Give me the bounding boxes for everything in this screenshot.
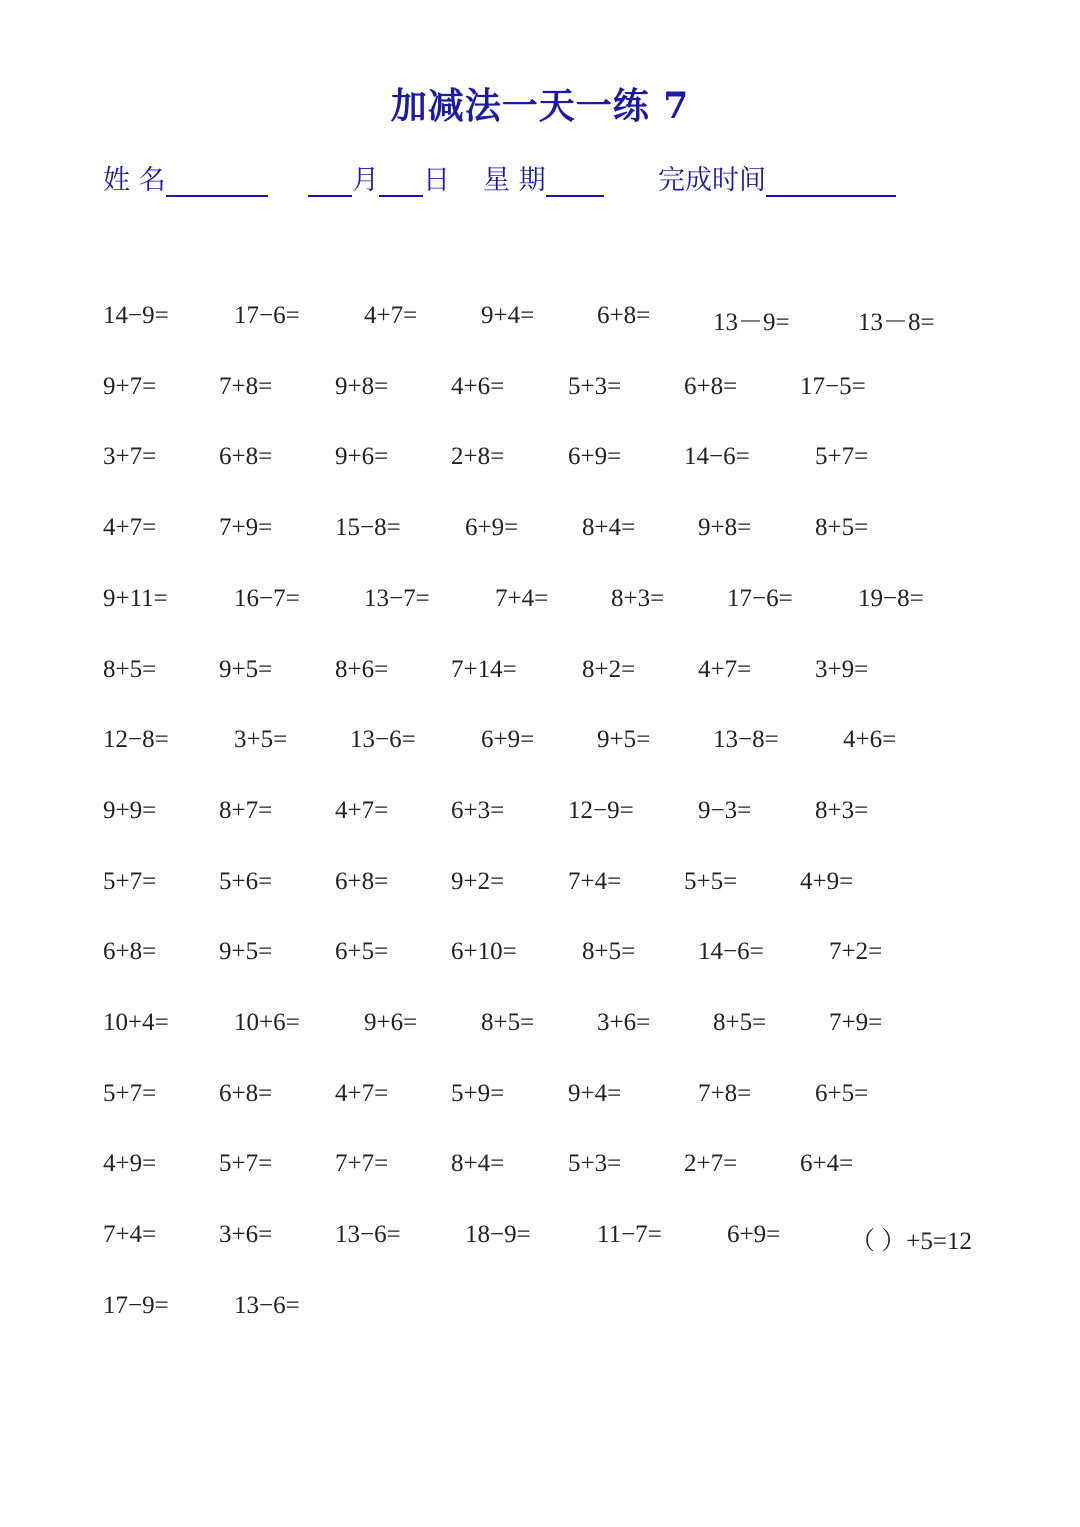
problem-item: 9+6= bbox=[364, 1009, 418, 1036]
problem-item: 8+3= bbox=[815, 796, 869, 824]
problem-item: 3+7= bbox=[103, 443, 157, 471]
problem-item: 17−5= bbox=[800, 372, 866, 400]
problem-item: 8+5= bbox=[815, 514, 869, 542]
problem-item: 4+6= bbox=[843, 726, 897, 754]
name-blank[interactable] bbox=[166, 167, 268, 197]
problem-row bbox=[0, 514, 1080, 554]
problem-row bbox=[0, 373, 1080, 413]
problem-item: 13−7= bbox=[364, 584, 430, 612]
problem-item: 9+2= bbox=[451, 867, 505, 895]
day-label: 日 bbox=[423, 165, 450, 196]
problem-item: 3+6= bbox=[597, 1009, 651, 1036]
problem-row bbox=[0, 726, 1080, 766]
problem-item: 7+8= bbox=[698, 1079, 752, 1107]
problem-item: 18−9= bbox=[465, 1221, 531, 1249]
problem-item: 15−8= bbox=[335, 514, 401, 542]
name-field bbox=[103, 158, 268, 197]
problem-item: 5+7= bbox=[219, 1150, 273, 1178]
problem-row bbox=[0, 1080, 1080, 1120]
problem-item: 3+6= bbox=[219, 1221, 273, 1249]
problem-item: 4+7= bbox=[103, 514, 157, 542]
problem-item: 8+6= bbox=[335, 655, 389, 683]
problem-item: 5+7= bbox=[103, 867, 157, 895]
problem-item: 5+7= bbox=[815, 443, 869, 471]
problem-item: 6+8= bbox=[684, 372, 738, 400]
problem-item: 8+5= bbox=[481, 1009, 535, 1036]
problem-item: 12−8= bbox=[103, 726, 169, 754]
problem-row bbox=[0, 302, 1080, 342]
month-label: 月 bbox=[352, 165, 379, 196]
name-label: 姓 名 bbox=[103, 165, 166, 196]
time-label: 完成时间 bbox=[658, 165, 766, 196]
time-field bbox=[658, 158, 896, 197]
problem-item: 9+4= bbox=[481, 302, 535, 329]
problem-item: 9+5= bbox=[219, 938, 273, 966]
problem-item: 9+11= bbox=[103, 584, 168, 612]
problem-item: 6+8= bbox=[219, 1079, 273, 1107]
problem-item: 8+4= bbox=[451, 1150, 505, 1178]
problem-item: 8+5= bbox=[103, 655, 157, 683]
problem-item: 9+5= bbox=[219, 655, 273, 683]
problem-item: 12−9= bbox=[568, 796, 634, 824]
problem-item: 6+9= bbox=[465, 514, 519, 542]
weekday-label: 星 期 bbox=[483, 165, 546, 196]
problem-item: 9+7= bbox=[103, 372, 157, 400]
problem-item: 6+8= bbox=[103, 938, 157, 966]
problem-row bbox=[0, 585, 1080, 625]
problem-item: 14−6= bbox=[698, 938, 764, 966]
problem-item: 5+5= bbox=[684, 867, 738, 895]
problem-item: 9+8= bbox=[335, 372, 389, 400]
problem-item: 3+9= bbox=[815, 655, 869, 683]
problem-item: 5+3= bbox=[568, 1150, 622, 1178]
problem-item: 9+5= bbox=[597, 726, 651, 754]
problem-item: 8+2= bbox=[582, 655, 636, 683]
problem-item: 4+9= bbox=[103, 1150, 157, 1178]
problem-item: 9+8= bbox=[698, 514, 752, 542]
problem-item: 17−9= bbox=[103, 1291, 169, 1319]
problem-item: 8+5= bbox=[582, 938, 636, 966]
problem-item: 17−6= bbox=[727, 584, 793, 612]
problem-item: 13−6= bbox=[234, 1291, 300, 1319]
problem-row bbox=[0, 1221, 1080, 1261]
problem-item: 16−7= bbox=[234, 584, 300, 612]
weekday-blank[interactable] bbox=[546, 167, 604, 197]
problem-item: 7+4= bbox=[103, 1221, 157, 1249]
problem-item: 17−6= bbox=[234, 302, 300, 329]
problem-row bbox=[0, 1292, 1080, 1332]
problem-item: 2+7= bbox=[684, 1150, 738, 1178]
problem-item: 7+8= bbox=[219, 372, 273, 400]
problem-item: 7+2= bbox=[829, 938, 883, 966]
problem-item: 4+7= bbox=[364, 302, 418, 329]
problem-item: 6+10= bbox=[451, 938, 517, 966]
time-blank[interactable] bbox=[766, 167, 896, 197]
problem-row bbox=[0, 797, 1080, 837]
problem-row bbox=[0, 938, 1080, 978]
problem-item: 10+6= bbox=[234, 1009, 300, 1036]
problem-item: 13－9= bbox=[713, 309, 790, 336]
problem-item: 8+7= bbox=[219, 796, 273, 824]
problem-row bbox=[0, 443, 1080, 483]
problem-item: 7+4= bbox=[495, 584, 549, 612]
problem-item: 13－8= bbox=[858, 309, 935, 336]
problem-item: 8+5= bbox=[713, 1009, 767, 1036]
problem-row bbox=[0, 656, 1080, 696]
problem-item: 6+3= bbox=[451, 796, 505, 824]
problem-item: 6+4= bbox=[800, 1150, 854, 1178]
problem-item: 6+5= bbox=[815, 1079, 869, 1107]
problem-row bbox=[0, 1150, 1080, 1190]
day-blank[interactable] bbox=[379, 167, 423, 197]
problem-item: 9+9= bbox=[103, 796, 157, 824]
problem-item: 4+7= bbox=[335, 796, 389, 824]
problem-item: 2+8= bbox=[451, 443, 505, 471]
problem-item: 3+5= bbox=[234, 726, 288, 754]
problem-item: 6+9= bbox=[568, 443, 622, 471]
problem-item: 11−7= bbox=[597, 1221, 662, 1249]
problem-item: 8+4= bbox=[582, 514, 636, 542]
problem-item: 8+3= bbox=[611, 584, 665, 612]
problem-item: 9−3= bbox=[698, 796, 752, 824]
problem-row bbox=[0, 868, 1080, 908]
worksheet-title: 加减法一天一练 7 bbox=[390, 85, 690, 127]
problem-item: 6+5= bbox=[335, 938, 389, 966]
problem-item: 7+9= bbox=[829, 1009, 883, 1036]
problem-item: 9+4= bbox=[568, 1079, 622, 1107]
problem-item: 6+9= bbox=[481, 726, 535, 754]
problem-item: 13−6= bbox=[335, 1221, 401, 1249]
problem-row bbox=[0, 1009, 1080, 1049]
problem-item: 5+3= bbox=[568, 372, 622, 400]
problem-item: 7+4= bbox=[568, 867, 622, 895]
problem-item: 9+6= bbox=[335, 443, 389, 471]
problem-item: 4+7= bbox=[698, 655, 752, 683]
problem-item: 19−8= bbox=[858, 584, 924, 612]
problem-item: 7+14= bbox=[451, 655, 517, 683]
problem-item: 6+9= bbox=[727, 1221, 781, 1249]
problem-item: 6+8= bbox=[335, 867, 389, 895]
month-blank[interactable] bbox=[308, 167, 352, 197]
problem-item: 7+7= bbox=[335, 1150, 389, 1178]
problem-item: 7+9= bbox=[219, 514, 273, 542]
problem-item: 13−8= bbox=[713, 726, 779, 754]
problem-item: 4+6= bbox=[451, 372, 505, 400]
problem-item: 14−6= bbox=[684, 443, 750, 471]
problem-item: 6+8= bbox=[219, 443, 273, 471]
problem-item: 4+7= bbox=[335, 1079, 389, 1107]
problem-item: 10+4= bbox=[103, 1009, 169, 1036]
problem-item: （ ）+5=12 bbox=[850, 1228, 972, 1256]
problem-item: 5+9= bbox=[451, 1079, 505, 1107]
problem-item: 5+6= bbox=[219, 867, 273, 895]
problem-item: 5+7= bbox=[103, 1079, 157, 1107]
weekday-field bbox=[483, 158, 604, 197]
problem-item: 14−9= bbox=[103, 302, 169, 329]
problem-item: 6+8= bbox=[597, 302, 651, 329]
problem-item: 13−6= bbox=[350, 726, 416, 754]
date-field bbox=[308, 158, 450, 197]
problem-item: 4+9= bbox=[800, 867, 854, 895]
